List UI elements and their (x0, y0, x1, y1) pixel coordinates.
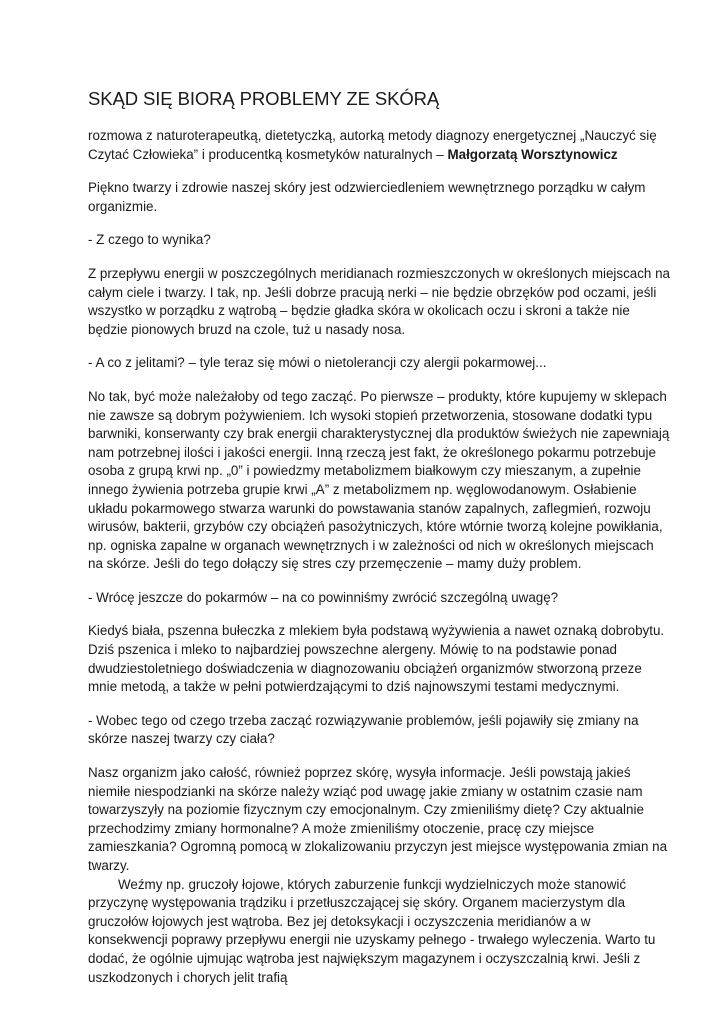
paragraph: No tak, być może należałoby od tego zacząć. Po pierwsze – produkty, które kupujemy w sklepach nie zawsze są dobrym pożywieniem. Ich wysoki stopień przetworzenia, stosowane dodatki typu barwniki, konserwanty czy brak energii charakterystycznej dla produktów świeżych nie zapewniają nam potrzebnej ilości i jakości energii. Inną rzeczą jest fakt, że określonego pokarmu potrzebuje osoba z grupą krwi np. „0” i powiedzmy metabolizmem białkowym czy mieszanym, a zupełnie innego żywienia potrzeba grupie krwi „A” z metabolizmem np. węglowodanowym. Osłabienie układu pokarmowego stwarza warunki do powstawania stanów zapalnych, zaflegmień, rozwoju wirusów, bakterii, grzybów czy obciążeń pasożytniczych, które wtórnie tworzą kolejne powikłania, np. ogniska zapalne w organach wewnętrznych i w zależności od nich w określonych miejscach na skórze. Jeśli do tego dołączy się stres czy przemęczenie – mamy duży problem. (88, 388, 670, 572)
intro-text: rozmowa z naturoterapeutką, dietetyczką, autorką metody diagnozy energetycznej „Nauczyć się Czytać Człowieka” i producentką kosmetyków naturalnych – (88, 128, 657, 162)
question: - A co z jelitami? – tyle teraz się mówi o nietolerancji czy alergii pokarmowej... (88, 355, 547, 371)
paragraph: Weźmy np. gruczoły łojowe, których zaburzenie funkcji wydzielniczych może stanowić przyczynę występowania trądziku i przetłuszczającej się skóry. Organem macierzystym dla gruczołów łojowych jest wątroba. Bez jej detoksykacji i oczyszczenia meridianów a w konsekwencji poprawy przepływu energii nie uzyskamy pełnego - trwałego wyleczenia. Warto tu dodać, że ogólnie ujmując wątroba jest największym magazynem i oczyszczalnią krwi. Jeśli z uszkodzonych i chorych jelit trafią (88, 876, 656, 985)
paragraph: Piękno twarzy i zdrowie naszej skóry jest odzwierciedleniem wewnętrznego porządku w całym organizmie. (88, 180, 646, 214)
intro-paragraph (88, 127, 670, 164)
question: - Wobec tego od czego trzeba zacząć rozwiązywanie problemów, jeśli pojawiły się zmiany na skórze naszej twarzy czy ciała? (88, 712, 639, 747)
paragraph: Kiedyś biała, pszenna bułeczka z mlekiem była podstawą wyżywienia a nawet oznaką dobrobytu. Dziś pszenica i mleko to najbardziej powszechne alergeny. Mówię to na podstawie ponad dwudziestoletniego doświadczenia w diagnozowaniu obciążeń organizmów stworzoną przeze mnie metodą, a także w pełni potwierdzającymi to dziś najnowszymi testami medycznymi. (88, 623, 665, 695)
paragraph: Z przepływu energii w poszczególnych meridianach rozmieszczonych w określonych miejscach na całym ciele i twarzy. I tak, np. Jeśli dobrze pracują nerki – nie będzie obrzęków pod oczami, jeśli wszystko w porządku z wątrobą – będzie gładka skóra w okolicach oczu i skroni a także nie będzie pionowych bruzd na czole, tuż u nasady nosa. (88, 265, 670, 337)
question: - Z czego to wynika? (88, 232, 211, 248)
question: - Wrócę jeszcze do pokarmów – na co powinniśmy zwrócić szczególną uwagę? (88, 589, 559, 605)
article-title: SKĄD SIĘ BIORĄ PROBLEMY ZE SKÓRĄ (88, 88, 440, 109)
interviewee-name: Małgorzatą Worsztynowicz (447, 146, 618, 162)
paragraph: Nasz organizm jako całość, również poprzez skórę, wysyła informacje. Jeśli powstają jakieś niemiłe niespodzianki na skórze należy wziąć pod uwagę jakie zmiany w ostatnim czasie nam towarzyszyły na poziomie fizycznym czy emocjonalnym. Czy zmieniliśmy dietę? Czy aktualnie przechodzimy zmiany hormonalne? A może zmieniliśmy otoczenie, pracę czy miejsce zamieszkania? Ogromną pomocą w zlokalizowaniu przyczyn jest miejsce występowania zmian na twarzy. (88, 765, 668, 873)
